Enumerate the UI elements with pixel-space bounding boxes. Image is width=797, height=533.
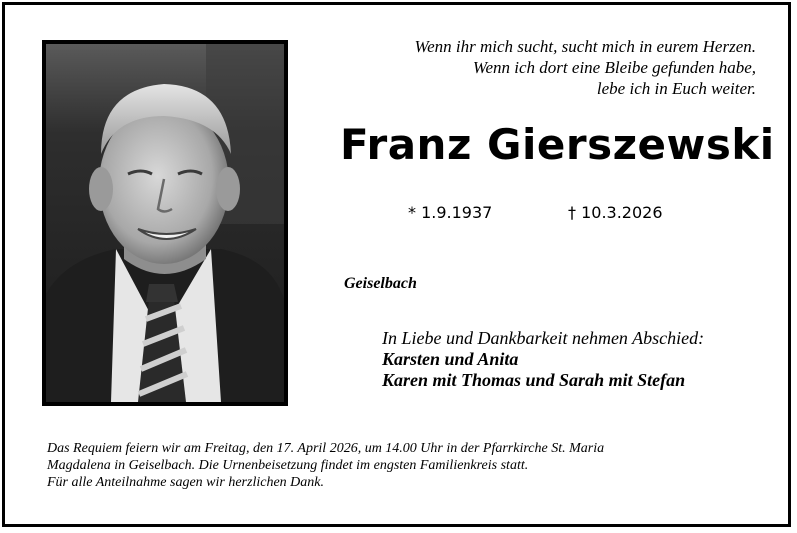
- family-line: Karsten und Anita: [382, 349, 519, 369]
- service-notice: [47, 440, 767, 491]
- mourners-block: [382, 328, 772, 391]
- portrait-photo: [42, 40, 288, 406]
- deceased-name: Franz Gierszewski: [340, 120, 775, 169]
- farewell-intro: In Liebe und Dankbarkeit nehmen Abschied:: [382, 328, 705, 348]
- death-date: † 10.3.2026: [568, 203, 663, 222]
- poem-verse: [316, 36, 756, 99]
- notice-line: Das Requiem feiern wir am Freitag, den 17. April 2026, um 14.00 Uhr in der Pfarrkirche St. Maria: [47, 441, 605, 456]
- notice-line: Für alle Anteilnahme sagen wir herzlichen Dank.: [47, 475, 324, 490]
- hometown: Geiselbach: [344, 275, 417, 292]
- poem-line: lebe ich in Euch weiter.: [596, 79, 756, 98]
- birth-date: * 1.9.1937: [408, 203, 493, 222]
- family-line: Karen mit Thomas und Sarah mit Stefan: [382, 370, 686, 390]
- portrait-image: [46, 44, 284, 402]
- poem-line: Wenn ich dort eine Bleibe gefunden habe,: [472, 58, 756, 77]
- poem-line: Wenn ihr mich sucht, sucht mich in eurem Herzen.: [414, 37, 756, 56]
- notice-line: Magdalena in Geiselbach. Die Urnenbeisetzung findet im engsten Familienkreis statt.: [47, 458, 529, 473]
